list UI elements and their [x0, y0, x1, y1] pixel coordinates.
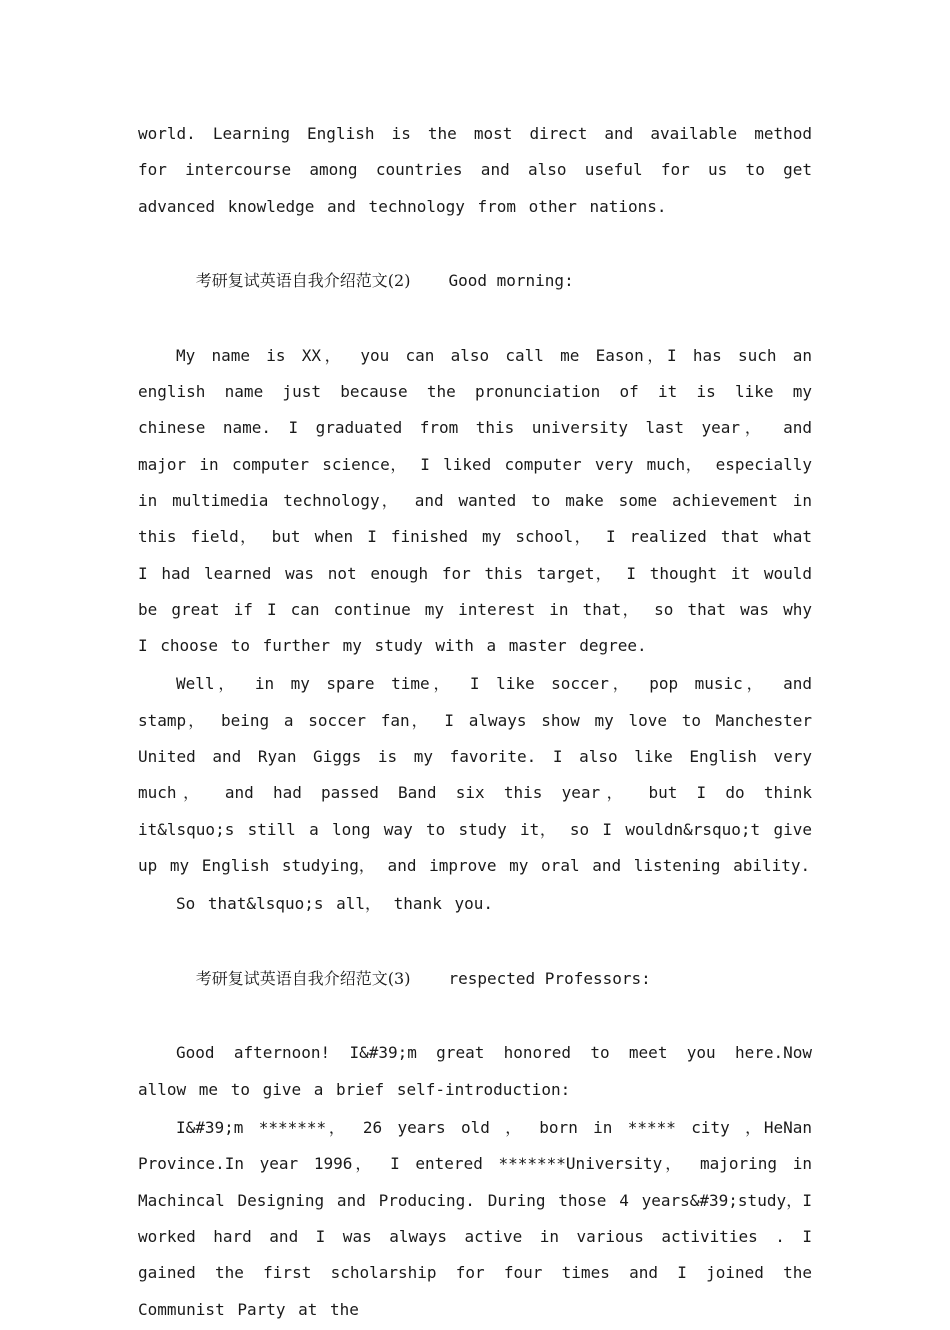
section-heading-3 [138, 925, 812, 1034]
paragraph-name-and-education: My name is XX， you can also call me Eason，I has such an english name just because the pronunciation of it is like my chinese name. I graduated from this university last year， and major in computer science， I liked computer very much， especially in multimedia technology， and wanted to make some achievement in this field， but when I finished my school， I realized that what I had learned was not enough for this target， I thought it would be great if I can continue my interest in that， so that was why I choose to further my study with a master degree. [138, 345, 825, 656]
greeting-3: respected Professors: [448, 968, 651, 988]
document-body [138, 116, 825, 1330]
paragraph-closing: So that&lsquo;s all， thank you. [176, 894, 493, 914]
paragraph-background: I&#39;m *******， 26 years old ， born in ***** city ，HeNan Province.In year 1996， I entered *******University， majoring in Machincal Designing and Producing. During those 4 years&#39;study，I worked hard and I was always active in various activities . I gained the first scholarship for four times and I joined the Communist Party at the [138, 1118, 825, 1319]
paragraph-intro-continuation: world. Learning English is the most direct and available method for intercourse among countries and also useful for us to get advanced knowledge and technology from other nations. [138, 124, 825, 216]
section-title-2: 考研复试英语自我介绍范文(2) [195, 271, 411, 291]
greeting-2: Good morning: [448, 271, 574, 291]
paragraph-greeting: Good afternoon! I&#39;m great honored to meet you here.Now allow me to give a brief self-introduction: [138, 1043, 825, 1099]
section-title-3: 考研复试英语自我介绍范文(3) [195, 968, 411, 988]
paragraph-hobbies: Well， in my spare time， I like soccer， pop music， and stamp， being a soccer fan， I always show my love to Manchester United and Ryan Giggs is my favorite. I also like English very much， and had passed Band six this year， but I do think it&lsquo;s still a long way to study it， so I wouldn&rsquo;t give up my English studying， and improve my oral and listening ability. [138, 674, 825, 875]
section-heading-2 [138, 227, 812, 336]
